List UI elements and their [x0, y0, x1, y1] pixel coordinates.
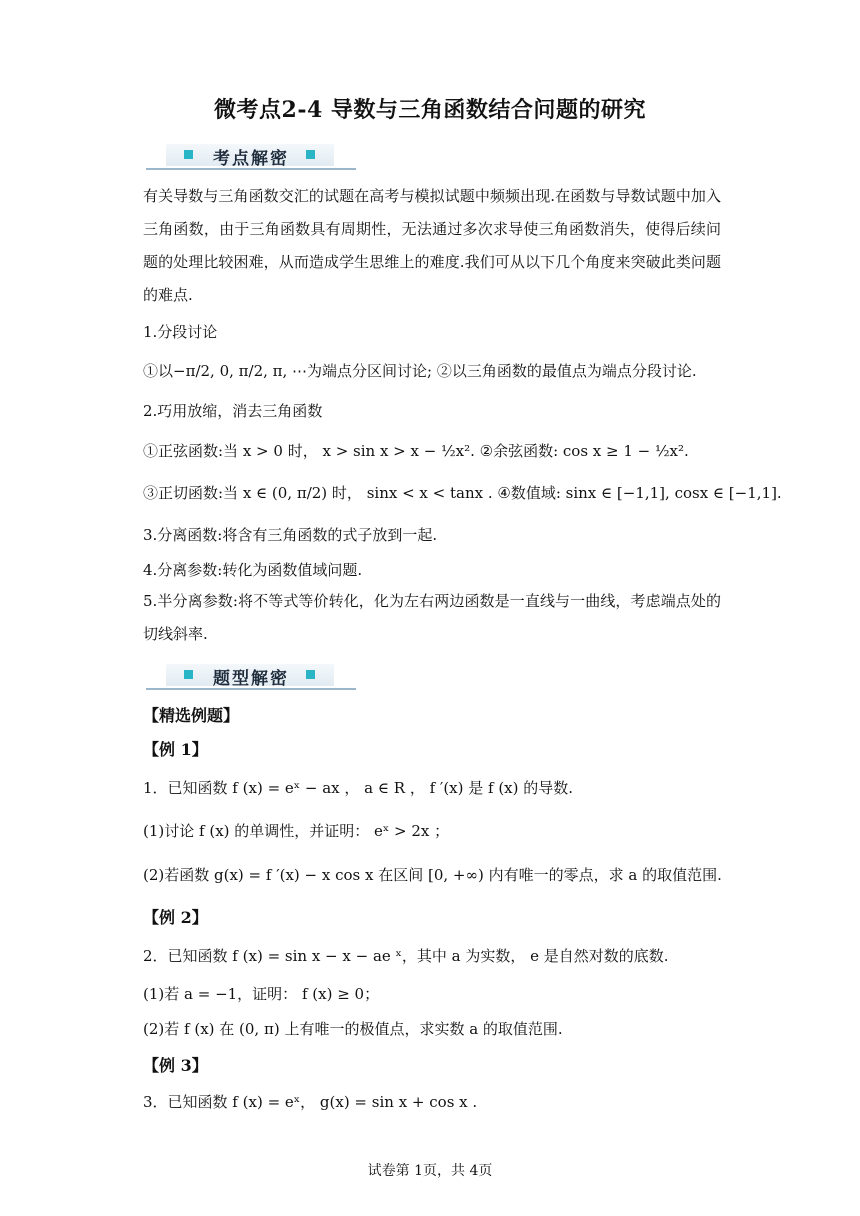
section-banner-tixing [146, 660, 356, 692]
banner-label: 考点解密 [213, 149, 289, 169]
math-expression: −π/2, 0, π/2, π, ⋯ [173, 362, 308, 380]
example-2-question: 2．已知函数 f (x) = sin x − x − ae ˣ，其中 a 为实数， e 是自然对数的底数. [143, 947, 669, 965]
intro-paragraph: 有关导数与三角函数交汇的试题在高考与模拟试题中频频出现.在函数与导数试题中加入三角函数，由于三角函数具有周期性，无法通过多次求导使三角函数消失，使得后续问题的处理比较困难，从而造成学生思维上的难度.我们可从以下几个角度来突破此类问题的难点. [143, 187, 721, 304]
selected-examples-heading: 【精选例题】 [143, 706, 240, 725]
example-2-part-1: (1)若 a = −1，证明： f (x) ≥ 0； [143, 985, 380, 1003]
example-1-heading: 【例 1】 [143, 740, 208, 759]
page-footer: 试卷第 1页，共 4页 [367, 1163, 493, 1179]
example-3-heading: 【例 3】 [143, 1056, 208, 1075]
method-2-heading: 2.巧用放缩，消去三角函数 [143, 402, 323, 420]
method-2-item-b: ③正切函数:当 x ∈ (0, π/2) 时， sinx < x < tanx . ④数值域: sinx ∈ [−1,1], cosx ∈ [−1,1]. [143, 484, 782, 502]
method-1-item: ①以−π/2, 0, π/2, π, ⋯为端点分区间讨论; ②以三角函数的最值点为端点分段讨论. [143, 362, 697, 380]
example-3-question: 3．已知函数 f (x) = eˣ， g(x) = sin x + cos x . [143, 1093, 478, 1111]
method-4: 4.分离参数:转化为函数值域问题. [143, 561, 363, 579]
example-2-heading: 【例 2】 [143, 908, 208, 927]
example-1-part-2: (2)若函数 g(x) = f ′(x) − x cos x 在区间 [0, +∞) 内有唯一的零点，求 a 的取值范围. [143, 866, 722, 884]
method-2-item-a: ①正弦函数:当 x > 0 时， x > sin x > x − ½x². ②余弦函数: cos x ≥ 1 − ½x². [143, 442, 689, 460]
banner-label: 题型解密 [213, 669, 289, 689]
example-1-question: 1．已知函数 f (x) = eˣ − ax ， a ∈ R ， f ′(x) 是 f (x) 的导数. [143, 779, 574, 797]
page-title: 微考点2-4 导数与三角函数结合问题的研究 [214, 97, 646, 123]
method-3: 3.分离函数:将含有三角函数的式子放到一起. [143, 526, 438, 544]
section-banner-kaodian [146, 140, 356, 172]
example-1-part-1: (1)讨论 f (x) 的单调性，并证明： eˣ > 2x ； [143, 822, 450, 840]
method-5: 5.半分离参数:将不等式等价转化，化为左右两边函数是一直线与一曲线，考虑端点处的切线斜率. [143, 592, 721, 643]
example-2-part-2: (2)若 f (x) 在 (0, π) 上有唯一的极值点，求实数 a 的取值范围. [143, 1020, 563, 1038]
method-1-heading: 1.分段讨论 [143, 323, 218, 341]
